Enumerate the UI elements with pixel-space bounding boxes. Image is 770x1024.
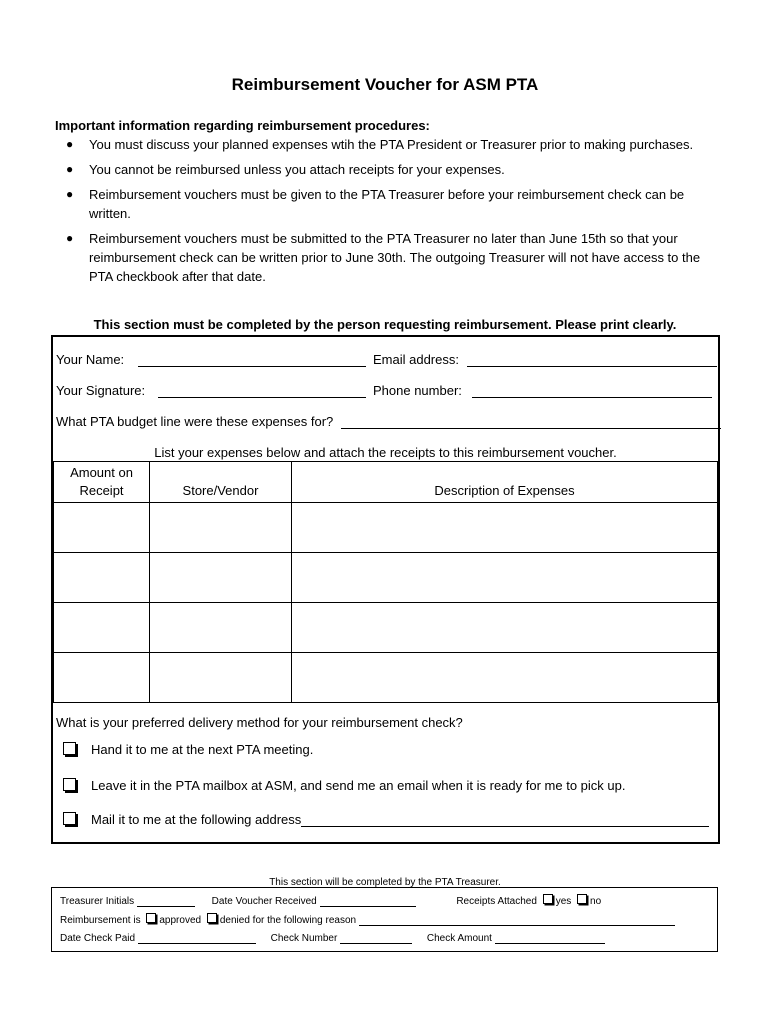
amount-header: Amount on Receipt xyxy=(54,462,150,503)
delivery-option-meeting[interactable]: Hand it to me at the next PTA meeting. xyxy=(63,742,313,757)
description-cell[interactable] xyxy=(292,503,718,553)
signature-field[interactable]: Your Signature: xyxy=(56,383,366,398)
intro-heading: Important information regarding reimbursement procedures: xyxy=(55,118,430,133)
delivery-option-mailbox[interactable]: Leave it in the PTA mailbox at ASM, and send me an email when it is ready for me to pick up. xyxy=(63,778,625,793)
date-paid-input[interactable] xyxy=(138,933,256,944)
denied-reason-input[interactable] xyxy=(359,915,675,926)
table-row xyxy=(54,653,718,703)
checkbox-icon[interactable] xyxy=(63,778,76,791)
expense-table xyxy=(53,461,718,703)
requester-section-heading: This section must be completed by the person requesting reimbursement. Please print clearly. xyxy=(93,317,677,332)
name-input[interactable] xyxy=(138,352,366,367)
name-field[interactable]: Your Name: xyxy=(56,352,366,367)
list-item: ● You must discuss your planned expenses wtih the PTA President or Treasurer prior to making purchases. xyxy=(66,137,694,152)
denied-checkbox[interactable] xyxy=(207,913,217,923)
bullet-icon: ● xyxy=(66,137,74,151)
budget-input[interactable] xyxy=(341,414,721,429)
amount-cell[interactable] xyxy=(54,603,150,653)
page-title: Reimbursement Voucher for ASM PTA xyxy=(231,75,539,94)
table-row xyxy=(54,603,718,653)
list-item: ● Reimbursement vouchers must be submitted to the PTA Treasurer no later than June 15th so that your reimbursement check can be written prior to June 30th. The outgoing Treasurer will not have access to the PTA checkbook after that date. xyxy=(66,231,701,284)
store-cell[interactable] xyxy=(150,503,292,553)
check-amount-input[interactable] xyxy=(495,933,605,944)
treasurer-form xyxy=(51,887,718,952)
procedure-list xyxy=(55,135,705,292)
amount-cell[interactable] xyxy=(54,653,150,703)
delivery-option-mail[interactable]: Mail it to me at the following address xyxy=(63,812,709,827)
bullet-icon: ● xyxy=(66,162,74,176)
receipts-yes-checkbox[interactable] xyxy=(543,894,553,904)
approved-checkbox[interactable] xyxy=(146,913,156,923)
list-item: ● You cannot be reimbursed unless you attach receipts for your expenses. xyxy=(66,162,505,177)
store-cell[interactable] xyxy=(150,553,292,603)
description-cell[interactable] xyxy=(292,653,718,703)
treasurer-row-3: Date Check Paid Check Number Check Amount xyxy=(60,933,605,944)
description-cell[interactable] xyxy=(292,553,718,603)
list-item: ● Reimbursement vouchers must be given to the PTA Treasurer before your reimbursement check can be written. xyxy=(66,187,685,221)
store-header: Store/Vendor xyxy=(150,462,292,503)
initials-input[interactable] xyxy=(137,896,195,907)
date-received-input[interactable] xyxy=(320,896,416,907)
budget-field[interactable]: What PTA budget line were these expenses for? xyxy=(56,414,721,429)
treasurer-section-note: This section will be completed by the PTA Treasurer. xyxy=(269,877,501,888)
phone-field[interactable]: Phone number: xyxy=(373,383,712,398)
checkbox-icon[interactable] xyxy=(63,742,76,755)
checkbox-icon[interactable] xyxy=(63,812,76,825)
phone-input[interactable] xyxy=(472,383,712,398)
store-cell[interactable] xyxy=(150,653,292,703)
bullet-icon: ● xyxy=(66,231,74,245)
table-row xyxy=(54,503,718,553)
email-input[interactable] xyxy=(467,352,717,367)
table-header-row xyxy=(54,462,718,503)
bullet-icon: ● xyxy=(66,187,74,201)
address-input[interactable] xyxy=(301,812,709,827)
store-cell[interactable] xyxy=(150,603,292,653)
description-cell[interactable] xyxy=(292,603,718,653)
expense-list-note: List your expenses below and attach the receipts to this reimbursement voucher. xyxy=(154,445,617,460)
amount-cell[interactable] xyxy=(54,553,150,603)
delivery-question: What is your preferred delivery method for your reimbursement check? xyxy=(56,715,463,730)
receipts-no-checkbox[interactable] xyxy=(577,894,587,904)
treasurer-row-1: Treasurer Initials Date Voucher Received Receipts Attached yes no xyxy=(60,896,602,907)
signature-input[interactable] xyxy=(158,383,366,398)
amount-cell[interactable] xyxy=(54,503,150,553)
description-header: Description of Expenses xyxy=(292,462,718,503)
treasurer-row-2: Reimbursement is approved denied for the following reason xyxy=(60,913,675,926)
requester-form xyxy=(51,335,720,844)
email-field[interactable]: Email address: xyxy=(373,352,717,367)
table-row xyxy=(54,553,718,603)
check-number-input[interactable] xyxy=(340,933,412,944)
